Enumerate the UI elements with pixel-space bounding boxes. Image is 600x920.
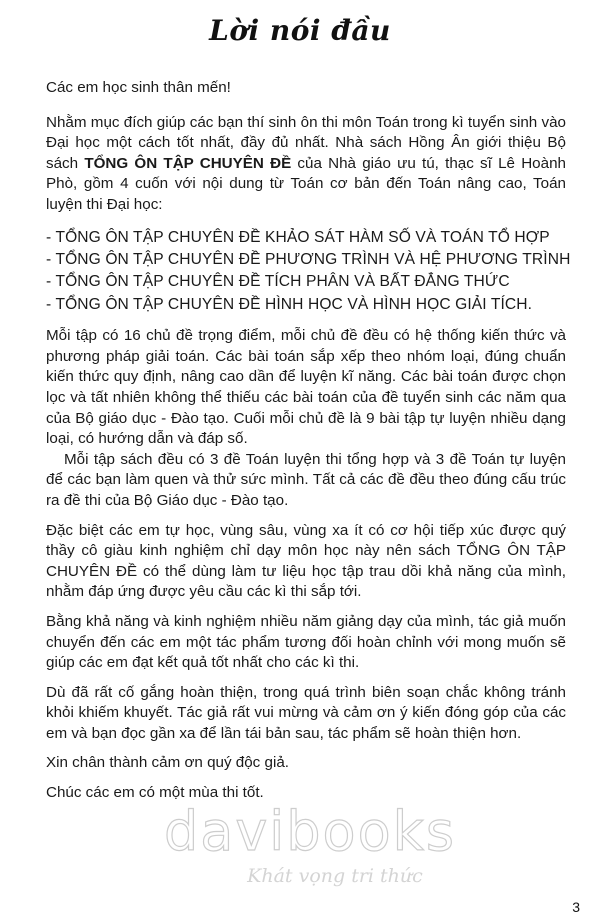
- closing-thanks: Xin chân thành cảm ơn quý độc giả.: [46, 754, 289, 772]
- intro-text-after: của Nhà giáo ưu tú, thạc sĩ Lê Hoành Phò, gồm 4 cuốn với nội dung từ Toán cơ bản đến Toán nâng cao, Toán luyện thi Đại học:: [46, 154, 566, 213]
- watermark-brand: davibooks: [163, 800, 457, 863]
- list-item: - TỔNG ÔN TẬP CHUYÊN ĐỀ KHẢO SÁT HÀM SỐ VÀ TOÁN TỔ HỢP: [46, 228, 550, 246]
- preface-body: [46, 78, 571, 804]
- intro-text-before: Nhằm mục đích giúp các bạn thí sinh ôn thi môn Toán trong kì tuyển sinh vào Đại học một cách tốt nhất, đầy đủ nhất. Nhà sách Hồng Ân giới thiệu Bộ sách: [46, 113, 566, 172]
- page-title: Lời nói đầu: [209, 14, 391, 47]
- list-item: - TỔNG ÔN TẬP CHUYÊN ĐỀ PHƯƠNG TRÌNH VÀ HỆ PHƯƠNG TRÌNH: [46, 250, 571, 268]
- watermark-tagline: Khát vọng tri thức: [247, 865, 423, 887]
- paragraph: Bằng khả năng và kinh nghiệm nhiều năm giảng dạy của mình, tác giả muốn chuyển đến các em một tác phẩm tương đối hoàn chỉnh với mong muốn sẽ giúp các em đạt kết quả tốt nhất cho các kì thi.: [46, 612, 566, 672]
- book-series-name: TỔNG ÔN TẬP CHUYÊN ĐỀ: [84, 154, 292, 172]
- closing-wish: Chúc các em có một mùa thi tốt.: [46, 784, 264, 802]
- paragraph: Dù đã rất cố gắng hoàn thiện, trong quá trình biên soạn chắc không tránh khỏi khiếm khuyết. Tác giả rất vui mừng và cảm ơn ý kiến đóng góp của các em và bạn đọc gần xa để lần tái bản sau, tác phẩm sẽ hoàn thiện hơn.: [46, 683, 566, 742]
- page-number: 3: [572, 899, 580, 915]
- intro-paragraph: [46, 113, 566, 216]
- list-item: - TỔNG ÔN TẬP CHUYÊN ĐỀ HÌNH HỌC VÀ HÌNH HỌC GIẢI TÍCH.: [46, 295, 533, 313]
- list-item: - TỔNG ÔN TẬP CHUYÊN ĐỀ TÍCH PHÂN VÀ BẤT ĐẲNG THỨC: [46, 273, 510, 291]
- paragraph: Mỗi tập sách đều có 3 đề Toán luyện thi tổng hợp và 3 đề Toán tự luyện để các bạn làm quen và thử sức mình. Tất cả các đề đều theo đúng cấu trúc ra đề thi của Bộ Giáo dục - Đào tạo.: [46, 450, 566, 509]
- book-list: [46, 227, 571, 317]
- greeting: Các em học sinh thân mến!: [46, 79, 231, 96]
- paragraph: Đặc biệt các em tự học, vùng sâu, vùng xa ít có cơ hội tiếp xúc được quý thầy cô giàu kinh nghiệm chỉ dạy môn học này nên sách TỔNG ÔN TẬP CHUYÊN ĐỀ có thể dùng làm tư liệu học tập trau dồi khả năng của mình, nhằm đáp ứng được yêu cầu các kì thi sắp tới.: [46, 521, 566, 601]
- paragraph: Mỗi tập có 16 chủ đề trọng điểm, mỗi chủ đề đều có hệ thống kiến thức và phương pháp giải toán. Các bài toán sắp xếp theo nhóm loại, đúng chuẩn kiến thức quy định, nâng cao dần để luyện kĩ năng. Các bài toán được chọn lọc và tất nhiên không thể thiếu các bài toán của đề tuyển sinh các năm qua của Bộ giáo dục - Đào tạo. Cuối mỗi chủ đề là 9 bài tập tự luyện nhiều dạng loại, có hướng dẫn và đáp số.: [46, 327, 566, 448]
